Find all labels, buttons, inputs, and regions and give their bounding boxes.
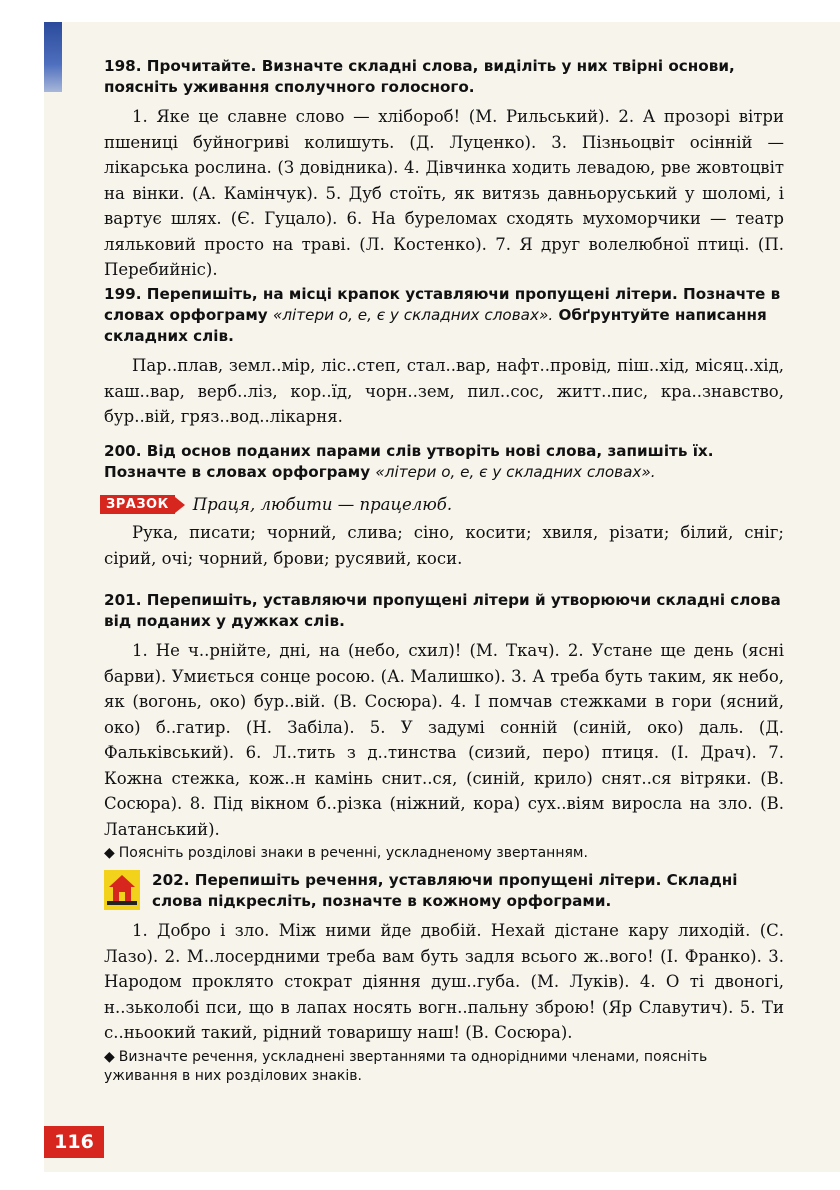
example-text: Праця, любити — працелюб. [192,495,453,514]
example-badge: ЗРАЗОК [100,495,175,514]
house-icon [104,870,140,910]
exercise-200-heading-start: 200. Від основ поданих парами слів утворіть нові слова, запишіть їх. Позначте в словах орфограму [104,442,714,481]
exercise-198-heading: 198. Прочитайте. Визначте складні слова, виділіть у них твірні основи, поясніть уживання сполучного голосного. [104,57,735,96]
exercise-199-heading-start: 199. Перепишіть, на місці крапок уставляючи пропущені літери. Позначте в словах орфограму [104,285,781,324]
exercise-201-text: 1. Не ч..рнійте, дні, на (небо, схил)! (М. Ткач). 2. Устане ще день (ясні барви). Умиється сонце росою. (А. Малишко). 3. А треба буть таким, як небо, як (вогонь, око) бур..вій. (В. Сосюра). 4. І помчав стежками в гори (ясний, око) б..гатир. (Н. Забіла). 5. У задумі сонній (синій, око) даль. (Д. Фальківський). 6. Л..тить з д..тинства (сизий, перо) птиця. (І. Драч). 7. Кожна стежка, кож..н камінь снит..ся, (синій, крило) снят..ся вітряки. (В. Сосюра). 8. Під вікном б..різка (ніжний, кора) сух..віям виросла на зло. (В. Латанський). [104,641,784,839]
exercise-199-heading-italic: «літери о, е, є у складних словах». [272,306,554,324]
exercise-202-note [104,1048,784,1086]
diamond-icon: ◆ [104,845,115,861]
exercise-201 [104,590,784,863]
exercise-201-note-text: Поясніть розділові знаки в реченні, ускладненому звертанням. [118,845,588,861]
page-number: 116 [44,1126,104,1158]
book-spine-edge [44,22,62,92]
exercise-198 [104,56,784,283]
exercise-199-text: Пар..плав, земл..мір, ліс..степ, стал..вар, нафт..провід, піш..хід, місяц..хід, каш..вар, верб..лiз, кор..їд, чорн..зем, пил..сос, житт..пис, кра..знавство, бур..вій, гряз..вод..лікарня. [104,356,784,426]
example-row [100,495,784,514]
exercise-199 [104,284,784,430]
example-arrow-icon [175,497,185,513]
exercise-198-text: 1. Яке це славне слово — хлібороб! (М. Рильський). 2. А прозорі вітри пшениці буйногриві колишуть. (Д. Луценко). 3. Пізньоцвіт осінній — лікарська рослина. (З довідника). 4. Дівчинка ходить левадою, рве жовтоцвіт на вінки. (А. Камінчук). 5. Дуб стоїть, як витязь давньоруський у шоломі, і вартує шлях. (Є. Гуцало). 6. На буреломах сходять мухоморчики — театр ляльковий просто на траві. (Л. Костенко). 7. Я друг волелюбної птиці. (П. Перебийніс). [104,107,784,279]
exercise-200-heading [104,441,784,483]
exercise-200-text: Рука, писати; чорний, слива; сіно, косити; хвиля, різати; білий, сніг; сірий, очі; чорний, брови; русявий, коси. [104,523,784,568]
exercise-201-heading: 201. Перепишіть, уставляючи пропущені літери й утворюючи складні слова від поданих у дужках слів. [104,591,781,630]
exercise-202-heading: 202. Перепишіть речення, уставляючи пропущені літери. Складні слова підкресліть, позначте в кожному орфограми. [152,871,738,910]
exercise-200 [104,441,784,571]
exercise-202-text: 1. Добро і зло. Між ними йде двобій. Нехай дістане кару лиходій. (С. Лазо). 2. М..лосердними треба вам буть задля всього ж..вого! (І. Франко). 3. Народом проклято стократ діяння душ..губа. (М. Луків). 4. О ті двоногі, н..зьколобі пси, що в лапах носять вогн..пальну зброю! (Яр Славутич). 5. Ти с..ньоокий такий, рідний товаришу наш! (В. Сосюра). [104,921,784,1042]
exercise-200-heading-italic: «літери о, е, є у складних словах». [375,463,656,481]
exercise-202-note-text: Визначте речення, ускладнені звертаннями та однорідними членами, поясніть уживання в них розділових знаків. [104,1048,708,1084]
exercise-199-heading [104,284,784,347]
exercise-199-heading-end: Обґрунтуйте написання складних слів. [104,306,767,345]
exercise-202 [104,870,784,1086]
diamond-icon: ◆ [104,1048,115,1065]
exercise-201-note [104,844,784,863]
